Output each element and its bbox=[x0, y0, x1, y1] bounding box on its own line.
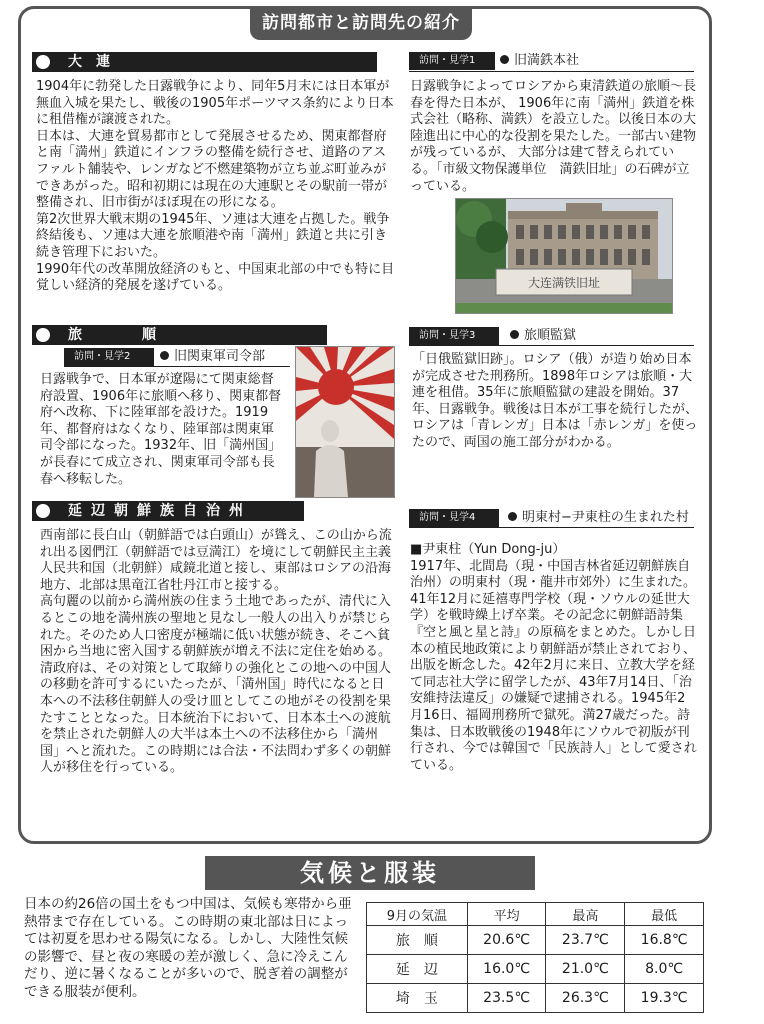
section-header-yanbian: 延辺朝鮮族自治州 bbox=[32, 501, 304, 521]
visit2-text: 日露戦争で、日本軍が遼陽にて関東総督府設置、1906年に旅順へ移り、関東都督府へ改称、下に陸軍部を設けた。1919年、都督府はなくなり、陸軍部は関東軍司令部になった。1932年、旧「満州国」が長春にて成立され、関東軍司令部も長春へ移転した。 bbox=[40, 372, 282, 487]
bullet-icon bbox=[36, 328, 50, 342]
table-row: 延 辺 16.0℃ 21.0℃ 8.0℃ bbox=[367, 955, 704, 984]
visit3-rule bbox=[409, 345, 694, 346]
visit2-rule bbox=[64, 366, 290, 367]
table-header: 最高 bbox=[546, 903, 625, 926]
visit3-title: 旅順監獄 bbox=[510, 327, 576, 345]
bullet-icon bbox=[500, 55, 509, 64]
mantetsu-building-photo bbox=[455, 198, 673, 314]
bullet-icon bbox=[36, 55, 50, 69]
section-header-dalian: 大連 bbox=[32, 52, 377, 72]
page-title: 訪問都市と訪問先の紹介 bbox=[250, 6, 472, 40]
dalian-text: 1904年に勃発した日露戦争により、同年5月末には日本軍が無血入城を果たし、戦後の1905年ポーツマス条約により日本に租借権が譲渡された。 日本は、大連を貿易都市として発展させるため、関東都督府と南「満州」鉄道にインフラの整備を続行させ、道路のアスファルト舗装や、レンガなど不燃建築物が立ち並ぶ町並みができあがった。昭和初期には現在の大連駅とその駅前一帯が整備され、旧市街がほぼ現在の形になる。 第2次世界大戦末期の1945年、ソ連は大連を占拠した。戦争終結後も、ソ連は大連を旅順港や南「満州」鉄道と共に引き続き管理下においた。 1990年代の改革開放経済のもと、中国東北部の中でも特に目覚しい経済的発展を遂げている。 bbox=[36, 79, 395, 294]
visit-tag-2: 訪問・見学2 bbox=[64, 348, 154, 366]
rising-sun-flag-illustration bbox=[296, 347, 394, 497]
visit1-title: 旧満鉄本社 bbox=[500, 52, 579, 70]
table-header: 最低 bbox=[625, 903, 704, 926]
visit4-text: ■尹東柱（Yun Dong-ju） 1917年、北間島（現・中国吉林省延辺朝鮮族自治州）の明東村（現・龍井市郊外）に生まれた。41年12月に延禧専門学校（現・ソウルの延世大学）を戦時繰上げ卒業。その記念に朝鮮語詩集『空と風と星と詩』の原稿をまとめた。しかし日本の植民地政策により朝鮮語が禁止されており、出版を断念した。42年2月に来日、立教大学を経て同志社大学に留学したが、43年7月14日、「治安維持法違反」の嫌疑で逮捕される。1945年2月16日、福岡刑務所で獄死。満27歳だった。詩集は、日本敗戦後の1948年にソウルで初版が刊行され、今では韓国で「民族詩人」として愛されている。 bbox=[410, 542, 697, 773]
bullet-icon bbox=[160, 351, 169, 360]
visit1-rule bbox=[409, 71, 694, 72]
visit4-rule bbox=[409, 527, 694, 528]
visit-tag-3: 訪問・見学3 bbox=[409, 327, 499, 345]
visit2-title: 旧関東軍司令部 bbox=[160, 348, 265, 366]
table-row: 埼 玉 23.5℃ 26.3℃ 19.3℃ bbox=[367, 984, 704, 1013]
visit-tag-4: 訪問・見学4 bbox=[409, 509, 499, 527]
kwantung-army-photo bbox=[295, 346, 395, 498]
temperature-table bbox=[366, 902, 704, 1013]
visit3-text: 「日俄監獄旧跡」。ロシア（俄）が造り始め日本が完成させた刑務所。1898年ロシアは旅順・大連を租借。35年に旅順監獄の建設を開始。37年、日露戦争。戦後は日本が工事を続行したが、ロシアは「青レンガ」日本は「赤レンガ」を使ったので、両国の施工部分がわかる。 bbox=[412, 352, 699, 450]
table-row: 旅 順 20.6℃ 23.7℃ 16.8℃ bbox=[367, 926, 704, 955]
visit4-title: 明東村−尹東柱の生まれた村 bbox=[508, 509, 689, 527]
bullet-icon bbox=[508, 512, 517, 521]
climate-text: 日本の約26倍の国土をもつ中国は、気候も寒帯から亜熱帯まで存在している。この時期の東北部は日によっては初夏を思わせる陽気になる。しかし、大陸性気候の影響で、昼と夜の寒暖の差が激しく、急に冷えこんだり、逆に暑くなることが多いので、脱ぎ着の調整ができる服装が便利。 bbox=[24, 896, 352, 1000]
table-corner: 9月の気温 bbox=[367, 903, 468, 926]
bullet-icon bbox=[36, 504, 50, 518]
climate-title: 気候と服装 bbox=[205, 856, 535, 890]
table-header: 平均 bbox=[467, 903, 546, 926]
yanbian-text: 西南部に長白山（朝鮮語では白頭山）が聳え、この山から流れ出る図們江（朝鮮語では豆満江）を境にして朝鮮民主主義人民共和国（北朝鮮）咸鏡北道と接し、東部はロシアの沿海地方、北部は黒竜江省牡丹江市と接する。 高句麗の以前から満州族の住まう土地であったが、清代に入るとこの地を満州族の聖地と見なし一般人の出入りが禁じられた。そのため人口密度が極端に低い状態が続き、そこへ貧困から当地に密入国する朝鮮族が増え不法に定住を始める。清政府は、その対策として取締りの強化とこの地への中国人の移動を許可するにいたったが、「満州国」時代になると日本への不法移住朝鮮人の受け皿としてこの地がその役割を果たすこととなった。日本統治下において、日本本土への渡航を禁止された朝鮮人の大半は本土への不法移住から「満州国」へと流れた。この時期には合法・不法問わず多くの朝鮮人が移住を行っている。 bbox=[40, 528, 392, 776]
bullet-icon bbox=[510, 330, 519, 339]
section-header-lushun: 旅順 bbox=[32, 325, 327, 345]
svg-text:大连满铁旧址: 大连满铁旧址 bbox=[527, 276, 601, 290]
visit1-text: 日露戦争によってロシアから東清鉄道の旅順〜長春を得た日本が、 1906年に南「満州」鉄道を株式会社（略称、満鉄）を設立した。以後日本の大陸進出に中心的な役割を果たした。一部古い建物が残っているが、 大部分は建て替えられている。「市級文物保護単位 満鉄旧址」の石碑が立っている。 bbox=[410, 79, 697, 194]
visit-tag-1: 訪問・見学1 bbox=[409, 52, 495, 70]
building-illustration bbox=[456, 199, 672, 313]
